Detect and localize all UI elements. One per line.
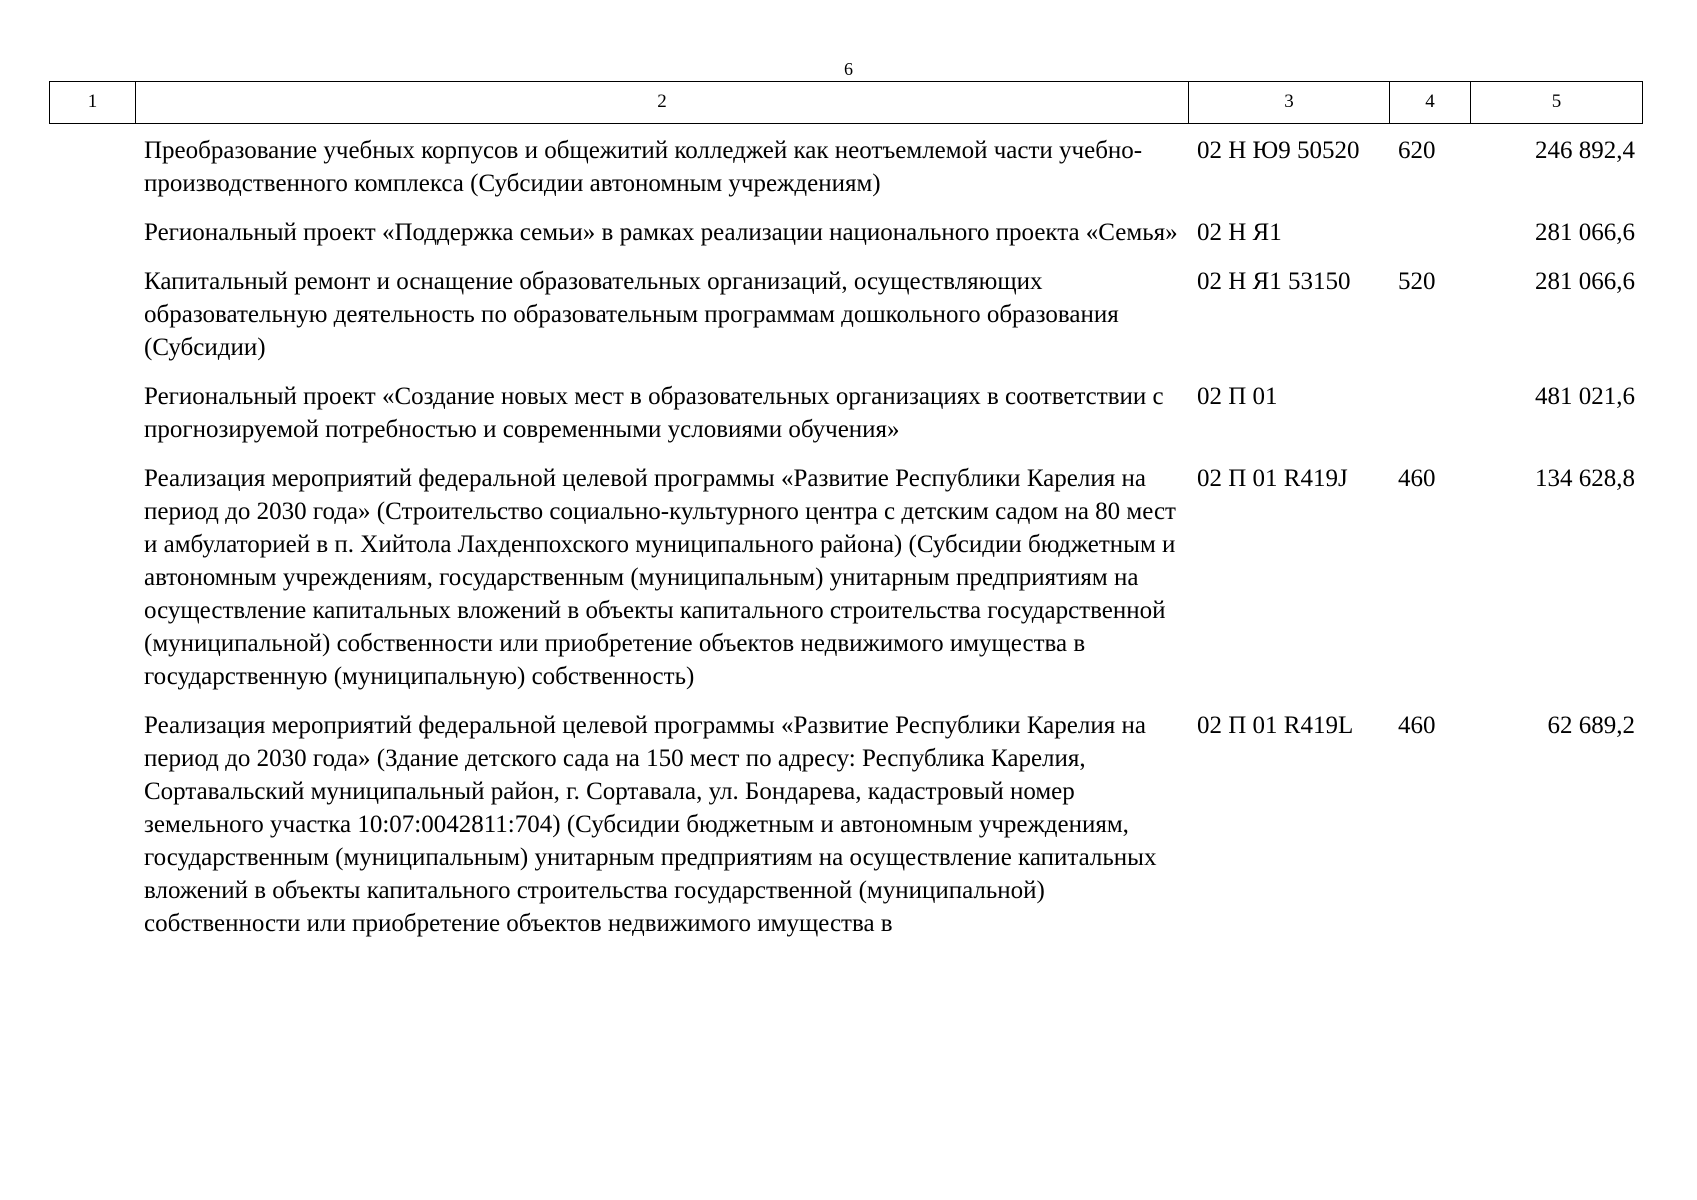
row-amount-cell: 134 628,8 xyxy=(1535,465,1635,492)
row-type-cell: 520 xyxy=(1398,268,1436,295)
row-number-cell xyxy=(49,462,135,693)
row-name-cell: Реализация мероприятий федеральной целевой программы «Развитие Республики Карелия на период до 2030 года» (Строительство социально-культурного центра с детским садом на 80 мест и амбулаторией в п. Хийтола Лахденпохского муниципального района) (Субсидии бюджетным и автономным учреждениям, государственным (муниципальным) унитарным предприятиям на осуществление капитальных вложений в объекты капитального строительства государственной (муниципальной) собственности или приобретение объектов недвижимого имущества в государственную (муниципальную) собственность) xyxy=(144,465,1176,690)
row-amount-cell: 281 066,6 xyxy=(1535,268,1635,295)
row-name-cell: Региональный проект «Создание новых мест в образовательных организациях в соответствии с прогнозируемой потребностью и современными условиями обучения» xyxy=(144,383,1164,443)
table-row xyxy=(49,462,1643,693)
table-body xyxy=(49,134,1643,956)
row-type-cell xyxy=(1389,380,1470,446)
header-col-4: 4 xyxy=(1390,82,1471,123)
row-name-cell: Капитальный ремонт и оснащение образовательных организаций, осуществляющих образовательную деятельность по образовательным программам дошкольного образования (Субсидии) xyxy=(144,268,1119,361)
row-code-cell: 02 П 01 R419J xyxy=(1197,465,1348,492)
table-row xyxy=(49,265,1643,364)
row-code-cell: 02 П 01 xyxy=(1197,383,1278,410)
row-type-cell: 620 xyxy=(1398,137,1436,164)
row-code-cell: 02 Н Ю9 50520 xyxy=(1197,137,1360,164)
row-number-cell xyxy=(49,265,135,364)
header-col-2: 2 xyxy=(136,82,1189,123)
row-code-cell: 02 Н Я1 xyxy=(1197,219,1282,246)
row-type-cell xyxy=(1389,216,1470,249)
row-number-cell xyxy=(49,216,135,249)
row-amount-cell: 246 892,4 xyxy=(1535,137,1635,164)
row-amount-cell: 281 066,6 xyxy=(1535,219,1635,246)
table-row xyxy=(49,709,1643,940)
header-col-3: 3 xyxy=(1189,82,1390,123)
row-code-cell: 02 П 01 R419L xyxy=(1197,712,1354,739)
row-type-cell: 460 xyxy=(1398,712,1436,739)
row-number-cell xyxy=(49,380,135,446)
row-number-cell xyxy=(49,134,135,200)
table-header xyxy=(49,81,1643,124)
table-row xyxy=(49,216,1643,249)
table-row xyxy=(49,380,1643,446)
page-number: 6 xyxy=(844,59,853,79)
row-code-cell: 02 Н Я1 53150 xyxy=(1197,268,1351,295)
row-type-cell: 460 xyxy=(1398,465,1436,492)
row-name-cell: Преобразование учебных корпусов и общежитий колледжей как неотъемлемой части учебно-производственного комплекса (Субсидии автономным учреждениям) xyxy=(144,137,1143,197)
row-amount-cell: 62 689,2 xyxy=(1547,712,1635,739)
header-col-5: 5 xyxy=(1551,91,1562,112)
table-row xyxy=(49,134,1643,200)
row-name-cell: Реализация мероприятий федеральной целевой программы «Развитие Республики Карелия на период до 2030 года» (Здание детского сада на 150 мест по адресу: Республика Карелия, Сортавальский муниципальный район, г. Сортавала, ул. Бондарева, кадастровый номер земельного участка 10:07:0042811:704) (Субсидии бюджетным и автономным учреждениям, государственным (муниципальным) унитарным предприятиям на осуществление капитальных вложений в объекты капитального строительства государственной (муниципальной) собственности или приобретение объектов недвижимого имущества в xyxy=(144,712,1157,937)
row-amount-cell: 481 021,6 xyxy=(1535,383,1635,410)
row-number-cell xyxy=(49,709,135,940)
row-name-cell: Региональный проект «Поддержка семьи» в рамках реализации национального проекта «Семья» xyxy=(144,219,1178,246)
header-col-1: 1 xyxy=(50,82,136,123)
